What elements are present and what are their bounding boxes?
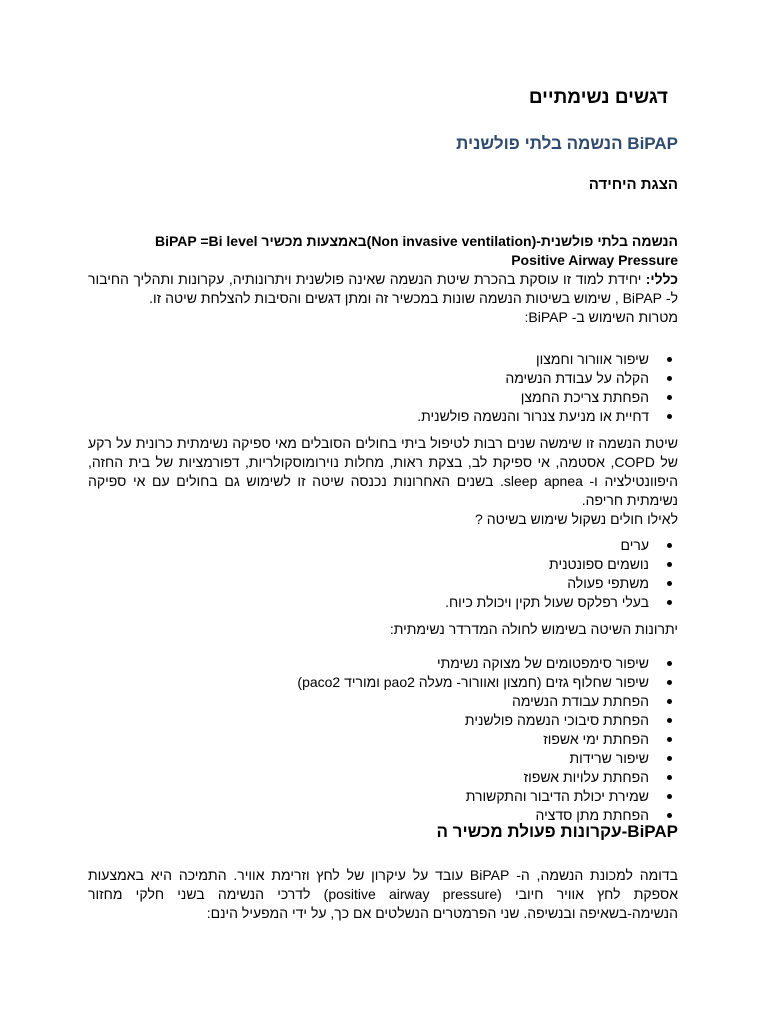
general-paragraph [88, 270, 678, 308]
list-item: שיפור שחלוף גזים (חמצון ואוורור- מעלה pao2 ומוריד paco2) [88, 673, 678, 692]
definition-block [88, 232, 678, 327]
advantages-intro: יתרונות השיטה בשימוש לחולה המדרדר נשימתית: [389, 621, 678, 637]
list-item: הפחתת סיבוכי הנשמה פולשנית [88, 711, 678, 730]
list-item: שיפור אוורור וחמצון [88, 350, 678, 369]
history-block [88, 434, 678, 529]
list-item: שיפור סימפטומים של מצוקה נשימתי [88, 654, 678, 673]
list-item: בעלי רפלקס שעול תקין ויכולת כיוח. [88, 593, 678, 612]
definition-line-1: הנשמה בלתי פולשנית-(Non invasive ventilation)באמצעות מכשיר BiPAP =Bi level [154, 233, 678, 249]
definition-line-2: Positive Airway Pressure [511, 252, 678, 268]
document-title: דגשים נשימתיים [528, 87, 668, 108]
list-item: הפחתת צריכת החמצן [88, 388, 678, 407]
bipap-heading: BiPAP הנשמה בלתי פולשנית [456, 134, 678, 153]
list-item: נושמים ספונטנית [88, 555, 678, 574]
list-item: שמירת יכולת הדיבור והתקשורת [88, 787, 678, 806]
unit-heading: הצגת היחידה [588, 176, 678, 193]
list-item: הפחתת ימי אשפוז [88, 730, 678, 749]
candidates-intro: לאילו חולים נשקול שימוש בשיטה ? [475, 511, 678, 527]
principles-block [88, 866, 678, 923]
principles-heading: BiPAP-עקרונות פעולת מכשיר ה [436, 822, 678, 841]
principles-paragraph: בדומה למכונת הנשמה, ה- BiPAP עובד על עיקרון של לחץ וזרימת אוויר. התמיכה היא באמצעות אספקת לחץ אוויר חיובי (positive airway pressure) לדרכי הנשימה בשני חלקי מחזור הנשימה-בשאיפה ובנשיפה. שני הפרמטרים הנשלטים אם כך, על ידי המפעיל הינם: [88, 867, 679, 921]
list-item: שיפור שרידות [88, 749, 678, 768]
advantages-list [88, 654, 678, 825]
general-label: כללי: [645, 271, 678, 287]
list-item: משתפי פעולה [88, 574, 678, 593]
general-text: יחידת למוד זו עוסקת בהכרת שיטת הנשמה שאינה פולשנית ויתרונותיה, עקרונות ותהליך החיבור ל- BiPAP , שימוש בשיטות הנשמה שונות במכשיר זה ומתן דגשים והסיבות להצלחת שיטה זו. [88, 271, 678, 306]
list-item: הפחתת מתן סדציה [88, 806, 678, 825]
advantages-intro-block [88, 620, 678, 639]
history-paragraph: שיטת הנשמה זו שימשה שנים רבות לטיפול ביתי בחולים הסובלים מאי ספיקה נשימתית כרונית על רקע של COPD, אסטמה, אי ספיקת לב, בצקת ראות, מחלות נוירומוסקולריות, דפורמציות של בית החזה, היפוונטילציה ו- sleep apnea. בשנים האחרונות נכנסה שיטה זו לשימוש גם בחולים עם אי ספיקה נשימתית חריפה. [88, 435, 678, 508]
candidates-list [88, 536, 678, 612]
list-item: הפחתת עבודת הנשימה [88, 692, 678, 711]
goals-intro: מטרות השימוש ב- BiPAP: [524, 309, 678, 325]
list-item: דחיית או מניעת צנרור והנשמה פולשנית. [88, 407, 678, 426]
list-item: הפחתת עלויות אשפוז [88, 768, 678, 787]
list-item: ערים [88, 536, 678, 555]
list-item: הקלה על עבודת הנשימה [88, 369, 678, 388]
goals-list [88, 350, 678, 426]
